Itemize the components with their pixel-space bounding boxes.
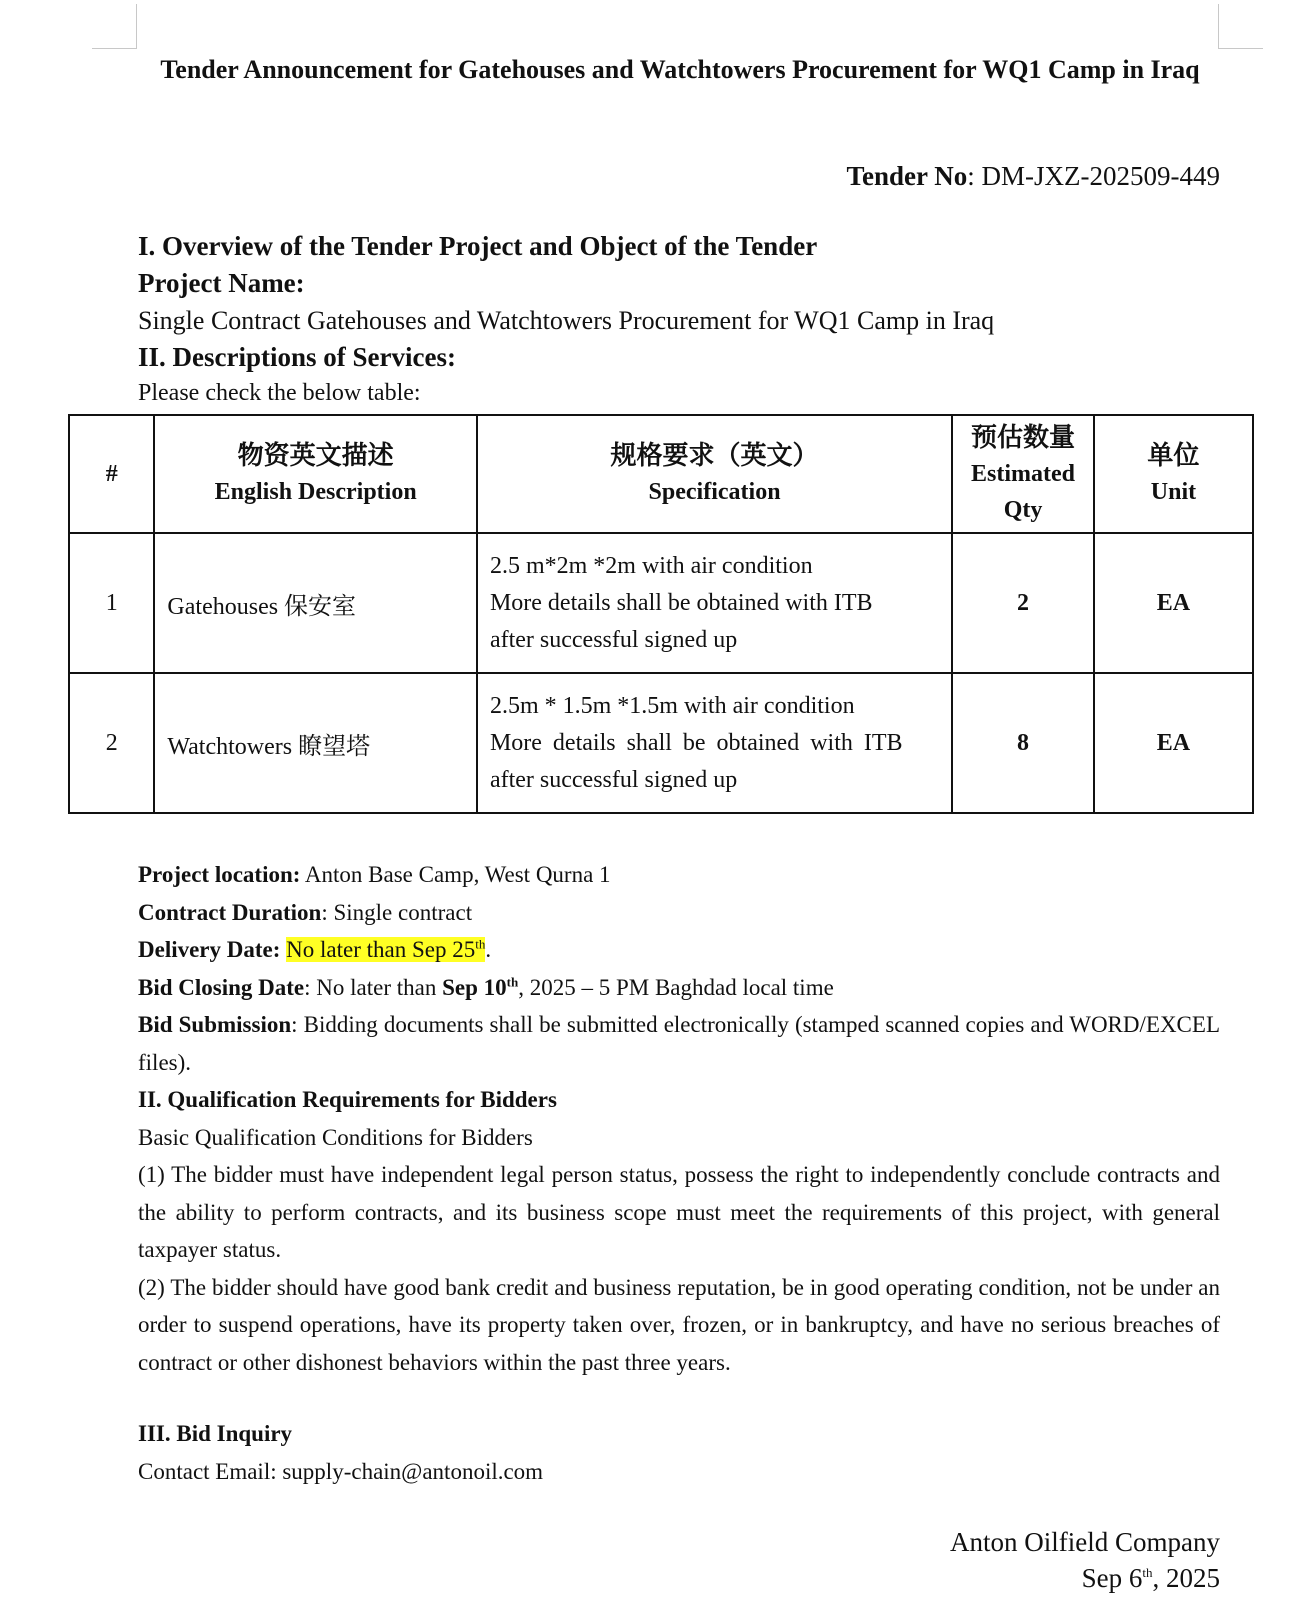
row-unit: EA (1094, 533, 1253, 673)
header-unit: 单位 Unit (1094, 415, 1253, 533)
header-num: # (69, 415, 154, 533)
table-header-row (69, 415, 1253, 533)
qualification-subheading: Basic Qualification Conditions for Bidders (138, 1124, 533, 1150)
row-num: 1 (69, 533, 154, 673)
delivery-date: Delivery Date: No later than Sep 25th. (138, 936, 492, 962)
project-name: Single Contract Gatehouses and Watchtowers Procurement for WQ1 Camp in Iraq (138, 306, 995, 335)
contact-email: Contact Email: supply-chain@antonoil.com (138, 1458, 544, 1484)
project-name-label: Project Name: (138, 268, 305, 298)
project-location: Project location: Anton Base Camp, West Qurna 1 (138, 862, 611, 887)
bid-submission: Bid Submission: Bidding documents shall be submitted electronically (stamped scanned copies and WORD/EXCEL files). (138, 1012, 1220, 1075)
details-body (138, 856, 1220, 1490)
table-row (69, 673, 1253, 813)
services-table (68, 414, 1254, 814)
overview-section (138, 228, 1218, 410)
crop-mark-top-left (92, 4, 137, 49)
header-quantity: 预估数量 Estimated Qty (952, 415, 1094, 533)
inquiry-heading: III. Bid Inquiry (138, 1421, 293, 1446)
signature-block (950, 1524, 1220, 1596)
overview-heading: I. Overview of the Tender Project and Object of the Tender (138, 231, 818, 261)
row-quantity: 8 (952, 673, 1094, 813)
row-specification: 2.5 m*2m *2m with air condition More details shall be obtained with ITB after successful signed up (477, 533, 952, 673)
row-unit: EA (1094, 673, 1253, 813)
qualification-heading: II. Qualification Requirements for Bidders (138, 1087, 557, 1112)
contract-duration: Contract Duration: Single contract (138, 899, 473, 925)
header-specification: 规格要求（英文） Specification (477, 415, 952, 533)
qualification-item-2: (2) The bidder should have good bank credit and business reputation, be in good operating condition, not be under an order to suspend operations, have its property taken over, frozen, or in bankruptcy, and have no serious breaches of contract or other dishonest behaviors within the past three years. (138, 1274, 1220, 1375)
row-description: Watchtowers 瞭望塔 (154, 673, 477, 813)
header-description: 物资英文描述 English Description (154, 415, 477, 533)
row-quantity: 2 (952, 533, 1094, 673)
row-num: 2 (69, 673, 154, 813)
row-description: Gatehouses 保安室 (154, 533, 477, 673)
services-heading: II. Descriptions of Services: (138, 342, 456, 372)
document-title: Tender Announcement for Gatehouses and Watchtowers Procurement for WQ1 Camp in Iraq (160, 55, 1200, 84)
tender-number-separator: : (967, 161, 975, 191)
services-intro: Please check the below table: (138, 380, 421, 406)
tender-number (846, 158, 1220, 194)
delivery-date-highlight: No later than Sep 25th (286, 936, 486, 962)
table-row (69, 533, 1253, 673)
row-specification: 2.5m * 1.5m *1.5m with air condition More details shall be obtained with ITB after successful signed up (477, 673, 952, 813)
tender-number-label: Tender No (846, 161, 968, 191)
qualification-item-1: (1) The bidder must have independent legal person status, possess the right to independently conclude contracts and the ability to perform contracts, and its business scope must meet the requirements of this project, with general taxpayer status. (138, 1162, 1220, 1262)
crop-mark-top-right (1218, 4, 1263, 49)
tender-number-value: DM-JXZ-202509-449 (981, 161, 1220, 191)
company-name: Anton Oilfield Company (950, 1527, 1220, 1557)
bid-closing-date: Bid Closing Date: No later than Sep 10th, 2025 – 5 PM Baghdad local time (138, 973, 834, 1000)
signature-date: Sep 6th, 2025 (1081, 1563, 1220, 1593)
